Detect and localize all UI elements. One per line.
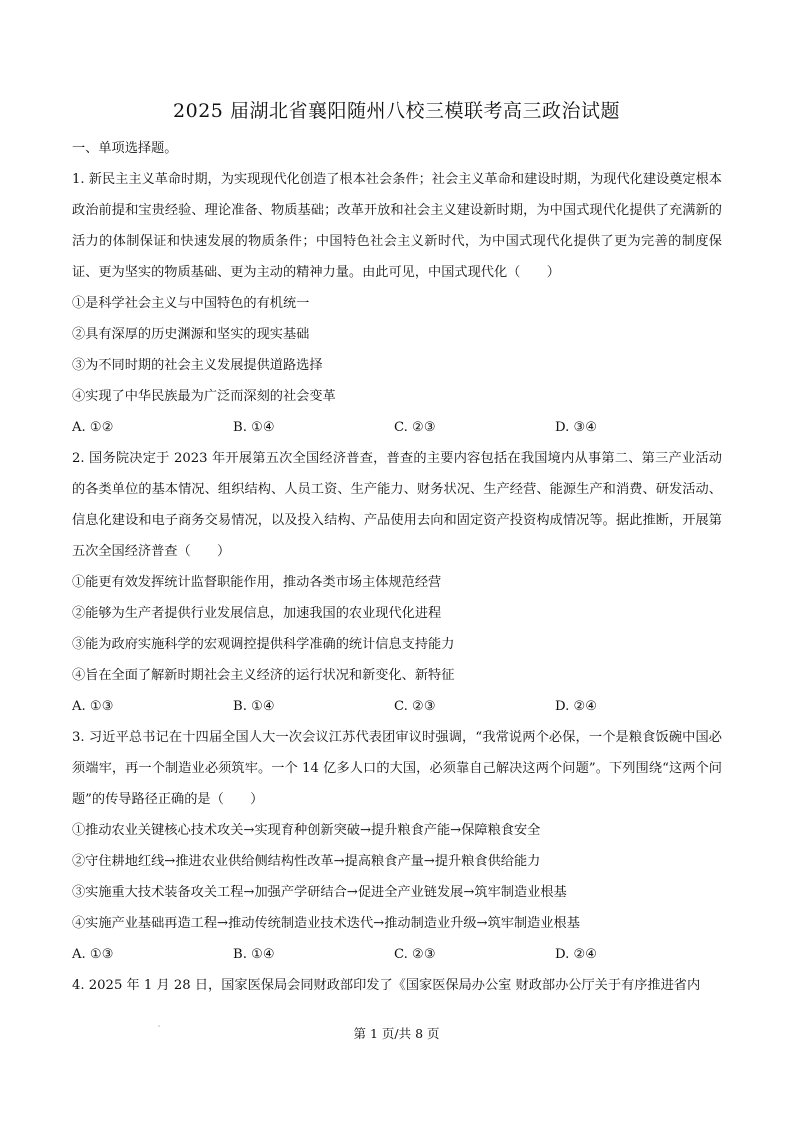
question-3-option-4: ④实施产业基础再造工程→推动传统制造业技术迭代→推动制造业升级→筑牢制造业根基 [72,916,580,931]
question-3-choices [72,939,722,970]
question-2-stem: 2. 国务院决定于 2023 年开展第五次全国经济普查，普查的主要内容包括在我国境内从事第二、第三产业活动的各类单位的基本情况、组织结构、人员工资、生产能力、财务状况、生产经营、能源生产和消费、研发活动、信息化建设和电子商务交易情况，以及投入结构、产品使用去向和固定资产投资构成情况等。据此推断，开展第五次全国经济普查（ ） [72,451,722,559]
question-1-option-2: ②具有深厚的历史渊源和坚实的现实基础 [72,327,310,342]
choice-b: B. ①④ [233,699,275,714]
question-2-option-3: ③能为政府实施科学的宏观调控提供科学准确的统计信息支持能力 [72,637,455,652]
choice-a: A. ①③ [72,947,114,962]
question-3-stem: 3. 习近平总书记在十四届全国人大一次会议江苏代表团审议时强调，“我常说两个必保，一个是粮食饭碗中国必须端牢，再一个制造业必须筑牢。一个 14 亿多人口的大国，必须靠自己解决这两个问题”。下列围绕“这两个问题”的传导路径正确的是（ ） [72,730,722,807]
choice-a: A. ①③ [72,699,114,714]
page-footer: 第 1 页/共 8 页 [353,1026,440,1041]
question-1 [72,164,722,443]
choice-d: D. ③④ [555,420,598,435]
choice-b: B. ①④ [233,947,275,962]
question-1-stem: 1. 新民主主义革命时期，为实现现代化创造了根本社会条件；社会主义革命和建设时期，为现代化建设奠定根本政治前提和宝贵经验、理论准备、物质基础；改革开放和社会主义建设新时期，为中国式现代化提供了充满新的活力的体制保证和快速发展的物质条件；中国特色社会主义新时代，为中国式现代化提供了更为完善的制度保证、更为坚实的物质基础、更为主动的精神力量。由此可见，中国式现代化（ ） [72,172,722,280]
question-3 [72,722,722,970]
question-2 [72,443,722,722]
choice-b: B. ①④ [233,420,275,435]
section-heading: 一、单项选择题。 [72,141,178,156]
question-3-option-3: ③实施重大技术装备攻关工程→加强产学研结合→促进全产业链发展→筑牢制造业根基 [72,885,567,900]
question-2-option-4: ④旨在全面了解新时期社会主义经济的运行状况和新变化、新特征 [72,668,455,683]
question-2-option-2: ②能够为生产者提供行业发展信息，加速我国的农业现代化进程 [72,606,442,621]
question-1-choices [72,412,722,443]
question-3-option-1: ①推动农业关键核心技术攻关→实现育种创新突破→提升粮食产能→保障粮食安全 [72,823,541,838]
question-2-choices [72,691,722,722]
question-3-option-2: ②守住耕地红线→推进农业供给侧结构性改革→提高粮食产量→提升粮食供给能力 [72,854,541,869]
question-1-option-1: ①是科学社会主义与中国特色的有机统一 [72,296,310,311]
choice-c: C. ②③ [394,699,436,714]
question-2-option-1: ①能更有效发挥统计监督职能作用，推动各类市场主体规范经营 [72,575,442,590]
page-title: 2025 届湖北省襄阳随州八校三模联考高三政治试题 [173,100,620,122]
question-1-option-3: ③为不同时期的社会主义发展提供道路选择 [72,358,323,373]
choice-c: C. ②③ [394,947,436,962]
question-1-option-4: ④实现了中华民族最为广泛而深刻的社会变革 [72,389,336,404]
document-body [72,133,722,1001]
choice-c: C. ②③ [394,420,436,435]
question-4-stem: 4. 2025 年 1 月 28 日，国家医保局会同财政部印发了《国家医保局办公室 财政部办公厅关于有序推进省内 [72,978,701,993]
choice-d: D. ②④ [555,699,598,714]
choice-a: A. ①② [72,420,114,435]
choice-d: D. ②④ [555,947,598,962]
